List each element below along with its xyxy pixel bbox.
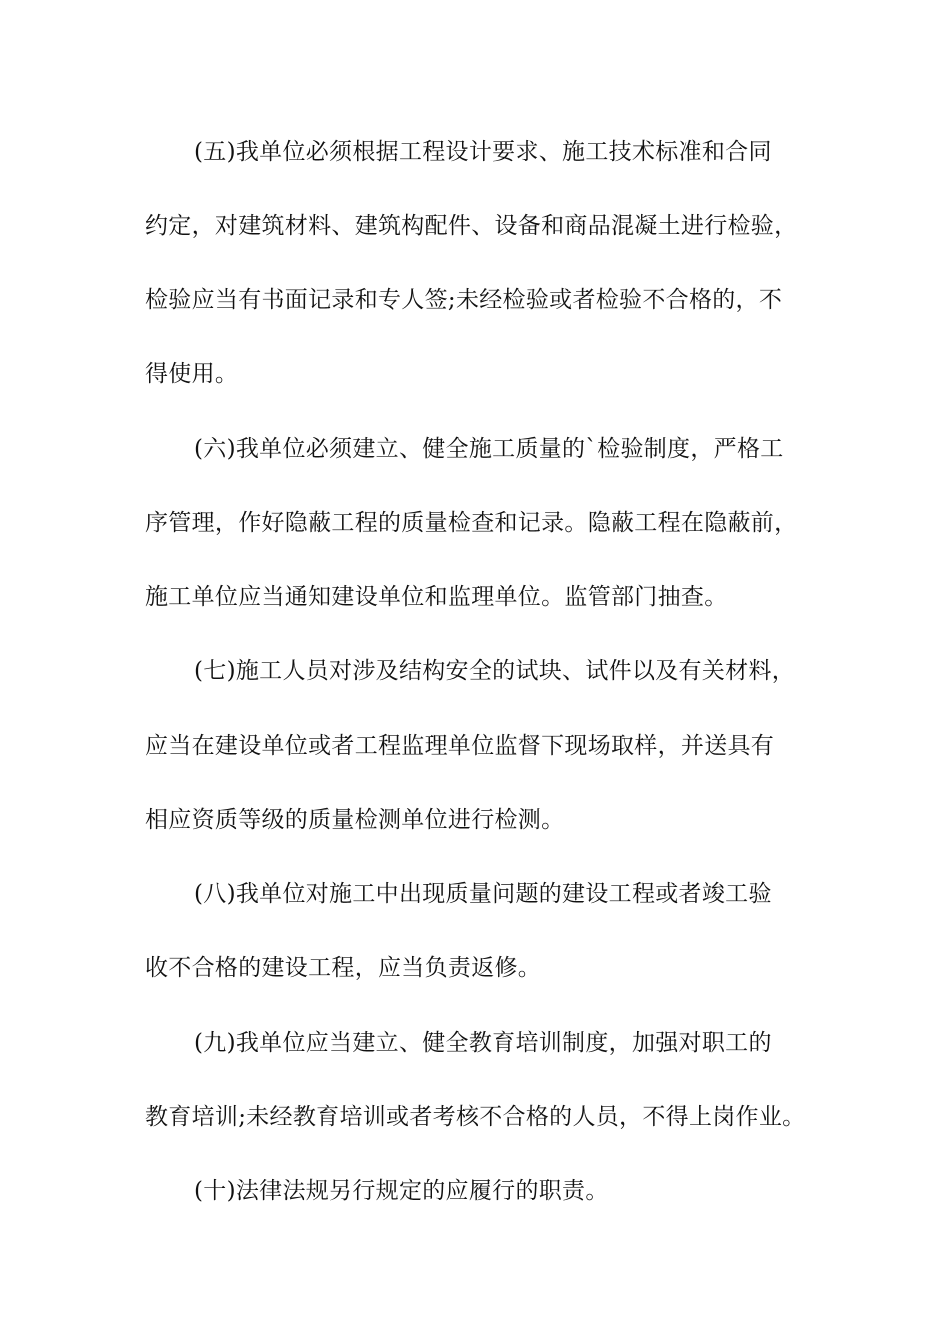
paragraph-8-line-1: (八)我单位对施工中出现质量问题的建设工程或者竣工验 [194, 881, 772, 907]
paragraph-5-line-3: 检验应当有书面记录和专人签;未经检验或者检验不合格的，不 [145, 287, 783, 313]
paragraph-5-line-1: (五)我单位必须根据工程设计要求、施工技术标准和合同 [194, 139, 772, 165]
paragraph-6-line-2: 序管理，作好隐蔽工程的质量检查和记录。隐蔽工程在隐蔽前， [145, 510, 798, 536]
paragraph-7-line-1: (七)施工人员对涉及结构安全的试块、试件以及有关材料， [194, 658, 796, 684]
paragraph-5-line-4: 得使用。 [145, 361, 239, 387]
paragraph-6-line-1: (六)我单位必须建立、健全施工质量的`检验制度，严格工 [194, 436, 784, 462]
paragraph-8-line-2: 收不合格的建设工程，应当负责返修。 [145, 955, 542, 981]
paragraph-9-line-1: (九)我单位应当建立、健全教育培训制度，加强对职工的 [194, 1030, 772, 1056]
paragraph-10-line-1: (十)法律法规另行规定的应履行的职责。 [194, 1178, 609, 1204]
paragraph-6-line-3: 施工单位应当通知建设单位和监理单位。监管部门抽查。 [145, 584, 728, 610]
paragraph-7-line-2: 应当在建设单位或者工程监理单位监督下现场取样，并送具有 [145, 733, 775, 759]
paragraph-7-line-3: 相应资质等级的质量检测单位进行检测。 [145, 807, 565, 833]
paragraph-5-line-2: 约定，对建筑材料、建筑构配件、设备和商品混凝土进行检验， [145, 213, 798, 239]
paragraph-9-line-2: 教育培训;未经教育培训或者考核不合格的人员，不得上岗作业。 [145, 1104, 806, 1130]
